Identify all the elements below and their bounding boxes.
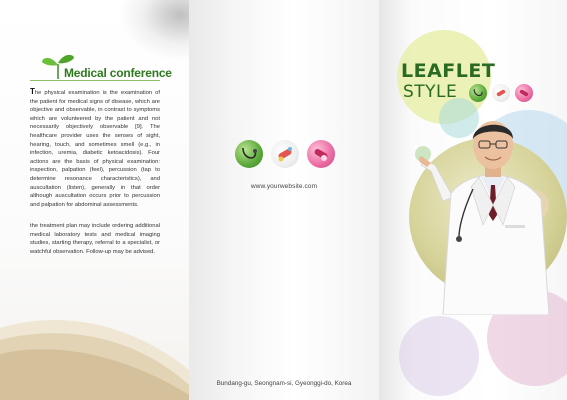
left-panel xyxy=(0,0,189,400)
mid-icon-row xyxy=(235,140,335,170)
capsule-pink-icon xyxy=(307,140,335,168)
address-text: Bundang-gu, Seongnam-si, Gyeonggi-do, Korea xyxy=(216,380,352,387)
website-link[interactable]: www.yourwebsite.com xyxy=(250,183,318,190)
body-paragraph-1-text: he physical examination is the examination of the patient for medical signs of disease, which are objective and observable, in contrast to symptoms which are volunteered by the patient and not necessarily objectively observable [9]. The healthcare provider uses the senses of sight, hearing, touch, and sometimes smell (e.g., in infection, uremia, diabetic ketoacidosis). Four actions are the basis of physical examination: inspection, palpation (feel), percussion (tap to determine resonance characteristics), and auscultation (listen), generally in that order although auscultation occurs prior to percussion and palpation for abdominal assessments. xyxy=(30,90,160,208)
capsule-pink-icon xyxy=(515,84,533,102)
section-heading: Medical conference xyxy=(64,66,172,80)
body-paragraph-2: the treatment plan may include ordering additional medical laboratory tests and medical imaging studies, starting therapy, referral to a specialist, or watchful observation. Follow-up may be advised. xyxy=(30,223,160,255)
title-icon-row xyxy=(469,84,533,104)
heading-divider xyxy=(30,80,160,81)
middle-panel xyxy=(189,0,379,400)
purple-circle xyxy=(399,316,479,396)
swoosh-decoration xyxy=(0,270,189,400)
stethoscope-green-icon xyxy=(469,84,487,102)
leaflet-title: LEAFLET xyxy=(401,60,496,82)
pills-white-icon xyxy=(271,140,299,168)
pills-white-icon xyxy=(492,84,510,102)
right-panel xyxy=(379,0,567,400)
doctor-illustration xyxy=(413,105,563,315)
smoke-decoration xyxy=(120,0,189,60)
body-paragraph-1 xyxy=(30,88,160,209)
stethoscope-green-icon xyxy=(235,140,263,168)
drop-cap: T xyxy=(30,87,35,96)
style-title: STYLE xyxy=(403,82,458,102)
